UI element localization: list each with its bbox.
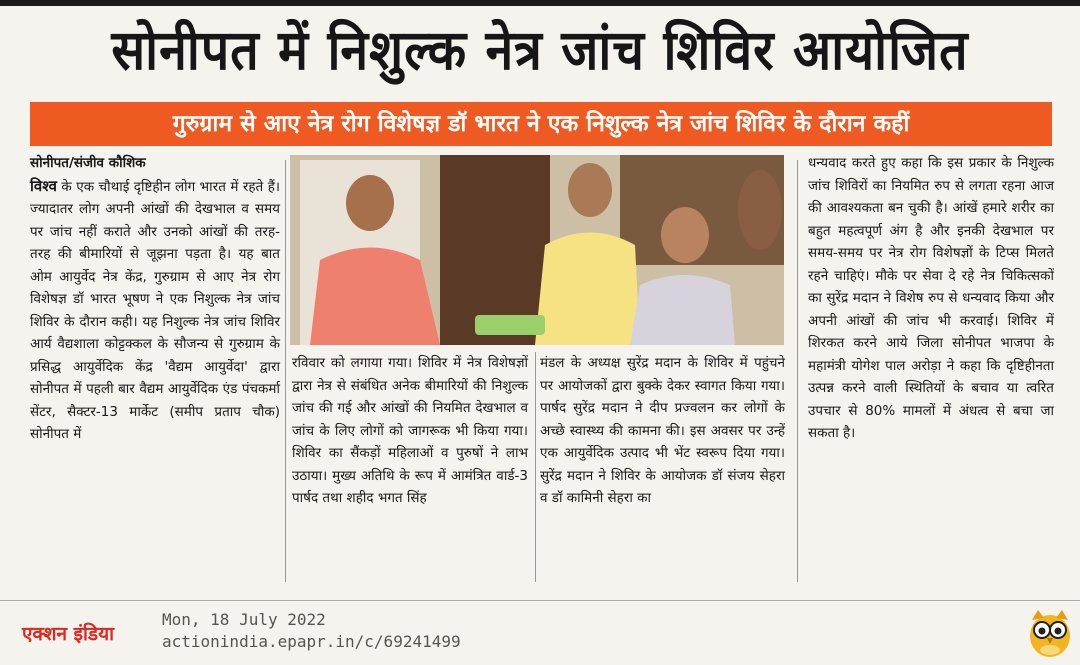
column-divider — [535, 352, 536, 582]
newspaper-logo: एक्शन इंडिया — [22, 623, 115, 645]
owl-icon — [1028, 606, 1072, 658]
top-rule — [0, 0, 1080, 6]
column-4-text: धन्यवाद करते हुए कहा कि इस प्रकार के निशुल्क जांच शिविरों का नियमित रुप से लगता रहना आज की आवश्यकता बन चुकी है। आंखें हमारे शरीर का बहुत महत्वपूर्ण अंग है और इनकी देखभाल पर समय-समय पर नेत्र रोग विशेषज्ञों के टिप्स मिलते रहने चाहिएं। मौके पर सेवा दे रहे नेत्र चिकित्सकों का सुरेंद्र मदान ने विशेष रुप से धन्यवाद किया और अपनी आंखों की जांच भी करवाई। शिविर में शिरकत करने आये जिला सोनीपत भाजपा के महामंत्री योगेश पाल अरोड़ा ने कहा कि दृष्टिहीनता उत्पन्न करने वाली स्थितियों के बचाव या त्वरित उपचार से 80% मामलों में अंधत्व से बचा जा सकता है। — [808, 155, 1054, 441]
footer-rule — [0, 600, 1080, 601]
column-3-text: मंडल के अध्यक्ष सुरेंद्र मदान के शिविर में पहुंचने पर आयोजकों द्वारा बुक्के देकर स्वागत किया गया। पार्षद सुरेंद्र मदान ने दीप प्रज्वलन कर लोगों के अच्छे स्वास्थ्य की कामना की। इस अवसर पर उन्हें एक आयुर्वेदिक उत्पाद भी भेंट स्वरूप दिया गया। सुरेंद्र मदान ने शिविर के आयोजक डॉ संजय सेहरा व डॉ कामिनी सेहरा का — [540, 355, 785, 506]
article-column-1 — [30, 152, 280, 446]
column-1-text: के एक चौथाई दृष्टिहीन लोग भारत में रहते हैं। ज्यादातर लोग अपनी आंखों की देखभाल व समय पर जांच नहीं कराते और उनको आंखों की तरह-तरह की बीमारियों से जूझना पड़ता है। यह बात ओम आयुर्वेद नेत्र केंद्र, गुरुग्राम से आए नेत्र रोग विशेषज्ञ डॉ भारत भूषण ने एक निशुल्क नेत्र जांच शिविर के दौरान कही। यह निशुल्क नेत्र जांच शिविर आर्य वैद्यशाला कोट्टक्कल के सौजन्य से गुरुग्राम के प्रसिद्ध आयुर्वेदिक केंद्र 'वैद्यम आयुर्वेदा' द्वारा सोनीपत में पहली बार वैद्यम आयुर्वेदिक एंड पंचकर्मा सेंटर, सैक्टर-13 मार्केट (समीप प्रताप चौक) सोनीपत में — [30, 178, 280, 442]
byline: सोनीपत/संजीव कौशिक — [30, 155, 146, 171]
subheadline-bar: गुरुग्राम से आए नेत्र रोग विशेषज्ञ डॉ भारत ने एक निशुल्क नेत्र जांच शिविर के दौरान कहीं — [30, 102, 1052, 146]
article-column-2 — [292, 352, 528, 510]
column-divider — [285, 160, 286, 582]
photo-illustration — [290, 155, 784, 345]
headline: सोनीपत में निशुल्क नेत्र जांच शिविर आयोजित — [111, 18, 969, 83]
column-2-text: रविवार को लगाया गया। शिविर में नेत्र विशेषज्ञों द्वारा नेत्र से संबंधित अनेक बीमारियों की निशुल्क जांच की गई और आंखों की नियमित देखभाल व जांच के लिए लोगों को जागरूक भी किया गया। शिविर का सैंकड़ों महिलाओं व पुरुषों ने लाभ उठाया। मुख्य अतिथि के रूप में आमंत्रित वार्ड-3 पार्षद तथा शहीद भगत सिंह — [292, 355, 528, 506]
source-link[interactable]: actionindia.epapr.in/c/69241499 — [162, 632, 461, 651]
article-column-3 — [540, 352, 785, 510]
column-divider — [797, 160, 798, 582]
event-photo — [290, 155, 784, 345]
edition-date: Mon, 18 July 2022 — [162, 610, 326, 629]
lead-word: विश्व — [30, 176, 57, 195]
article-column-4 — [808, 152, 1054, 445]
